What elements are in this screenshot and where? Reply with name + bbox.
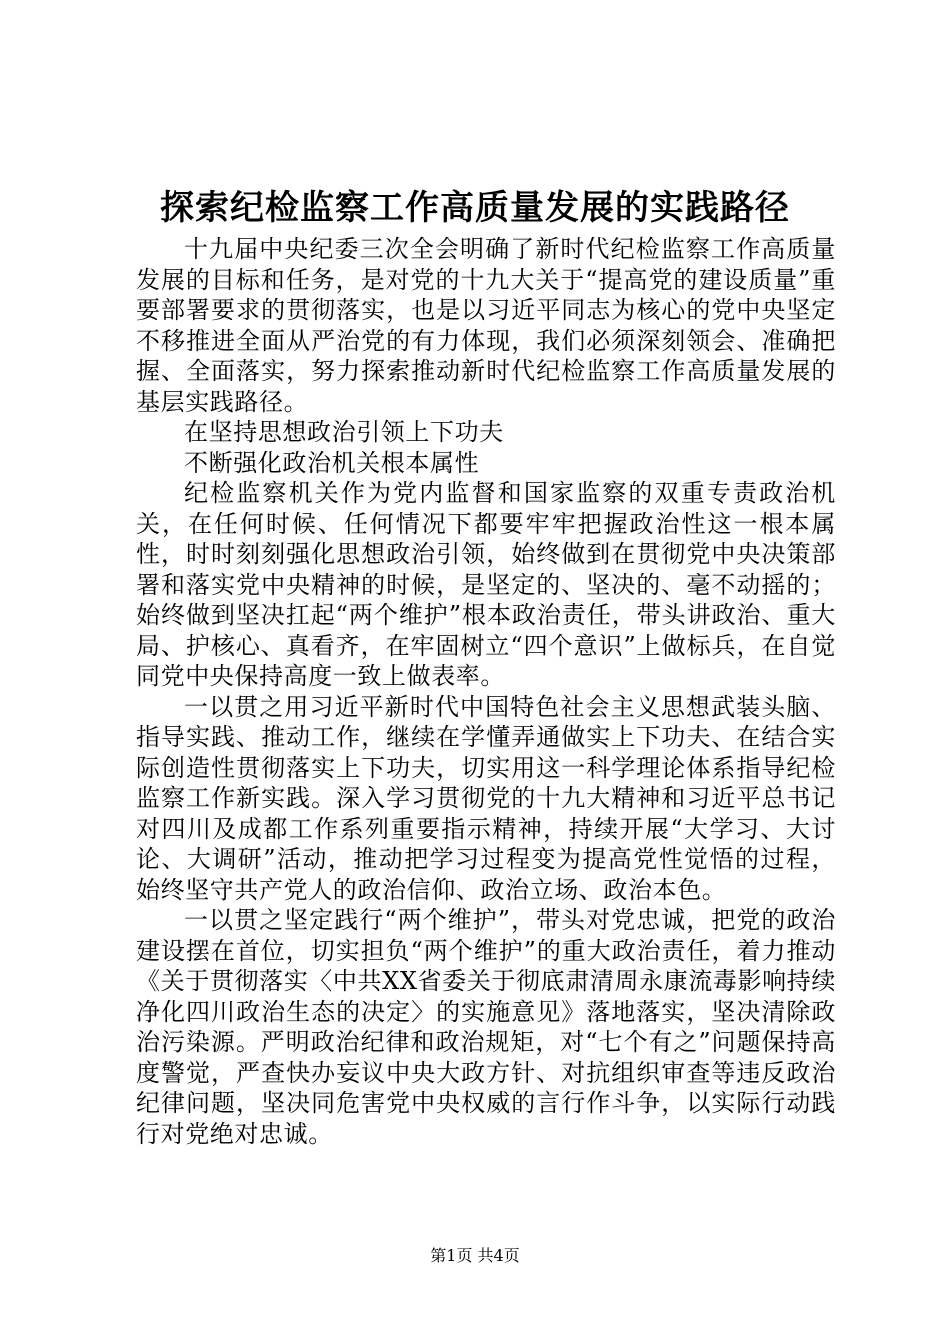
document-title: 探索纪检监察工作高质量发展的实践路径 <box>160 188 790 228</box>
body-paragraph: 一以贯之用习近平新时代中国特色社会主义思想武装头脑、指导实践、推动工作，继续在学懂弄通做实上下功夫、在结合实际创造性贯彻落实上下功夫，切实用这一科学理论体系指导纪检监察工作新实践。深入学习贯彻党的十九大精神和习近平总书记对四川及成都工作系列重要指示精神，持续开展“大学习、大讨论、大调研”活动，推动把学习过程变为提高党性觉悟的过程，始终坚守共产党人的政治信仰、政治立场、政治本色。 <box>136 692 836 904</box>
body-paragraph: 纪检监察机关作为党内监督和国家监察的双重专责政治机关，在任何时候、任何情况下都要牢牢把握政治性这一根本属性，时时刻刻强化思想政治引领，始终做到在贯彻党中央决策部署和落实党中央精神的时候，是坚定的、坚决的、毫不动摇的；始终做到坚决扛起“两个维护”根本政治责任，带头讲政治、重大局、护核心、真看齐，在牢固树立“四个意识”上做标兵，在自觉同党中央保持高度一致上做表率。 <box>136 479 836 690</box>
document-body <box>136 234 836 1149</box>
section-heading-line-2: 不断强化政治机关根本属性 <box>184 448 480 477</box>
body-paragraph: 一以贯之坚定践行“两个维护”，带头对党忠诚，把党的政治建设摆在首位，切实担负“两个维护”的重大政治责任，着力推动《关于贯彻落实〈中共XX省委关于彻底肃清周永康流毒影响持续净化四川政治生态的决定〉的实施意见》落地落实，坚决清除政治污染源。严明政治纪律和政治规矩，对“七个有之”问题保持高度警觉，严查快办妄议中央大政方针、对抗组织审查等违反政治纪律问题，坚决同危害党中央权威的言行作斗争，以实际行动践行对党绝对忠诚。 <box>136 906 836 1148</box>
intro-paragraph: 十九届中央纪委三次全会明确了新时代纪检监察工作高质量发展的目标和任务，是对党的十九大关于“提高党的建设质量”重要部署要求的贯彻落实，也是以习近平同志为核心的党中央坚定不移推进全面从严治党的有力体现，我们必须深刻领会、准确把握、全面落实，努力探索推动新时代纪检监察工作高质量发展的基层实践路径。 <box>136 235 836 416</box>
page-number: 第1页 共4页 <box>430 1246 520 1265</box>
section-heading-line-1: 在坚持思想政治引领上下功夫 <box>184 418 504 446</box>
